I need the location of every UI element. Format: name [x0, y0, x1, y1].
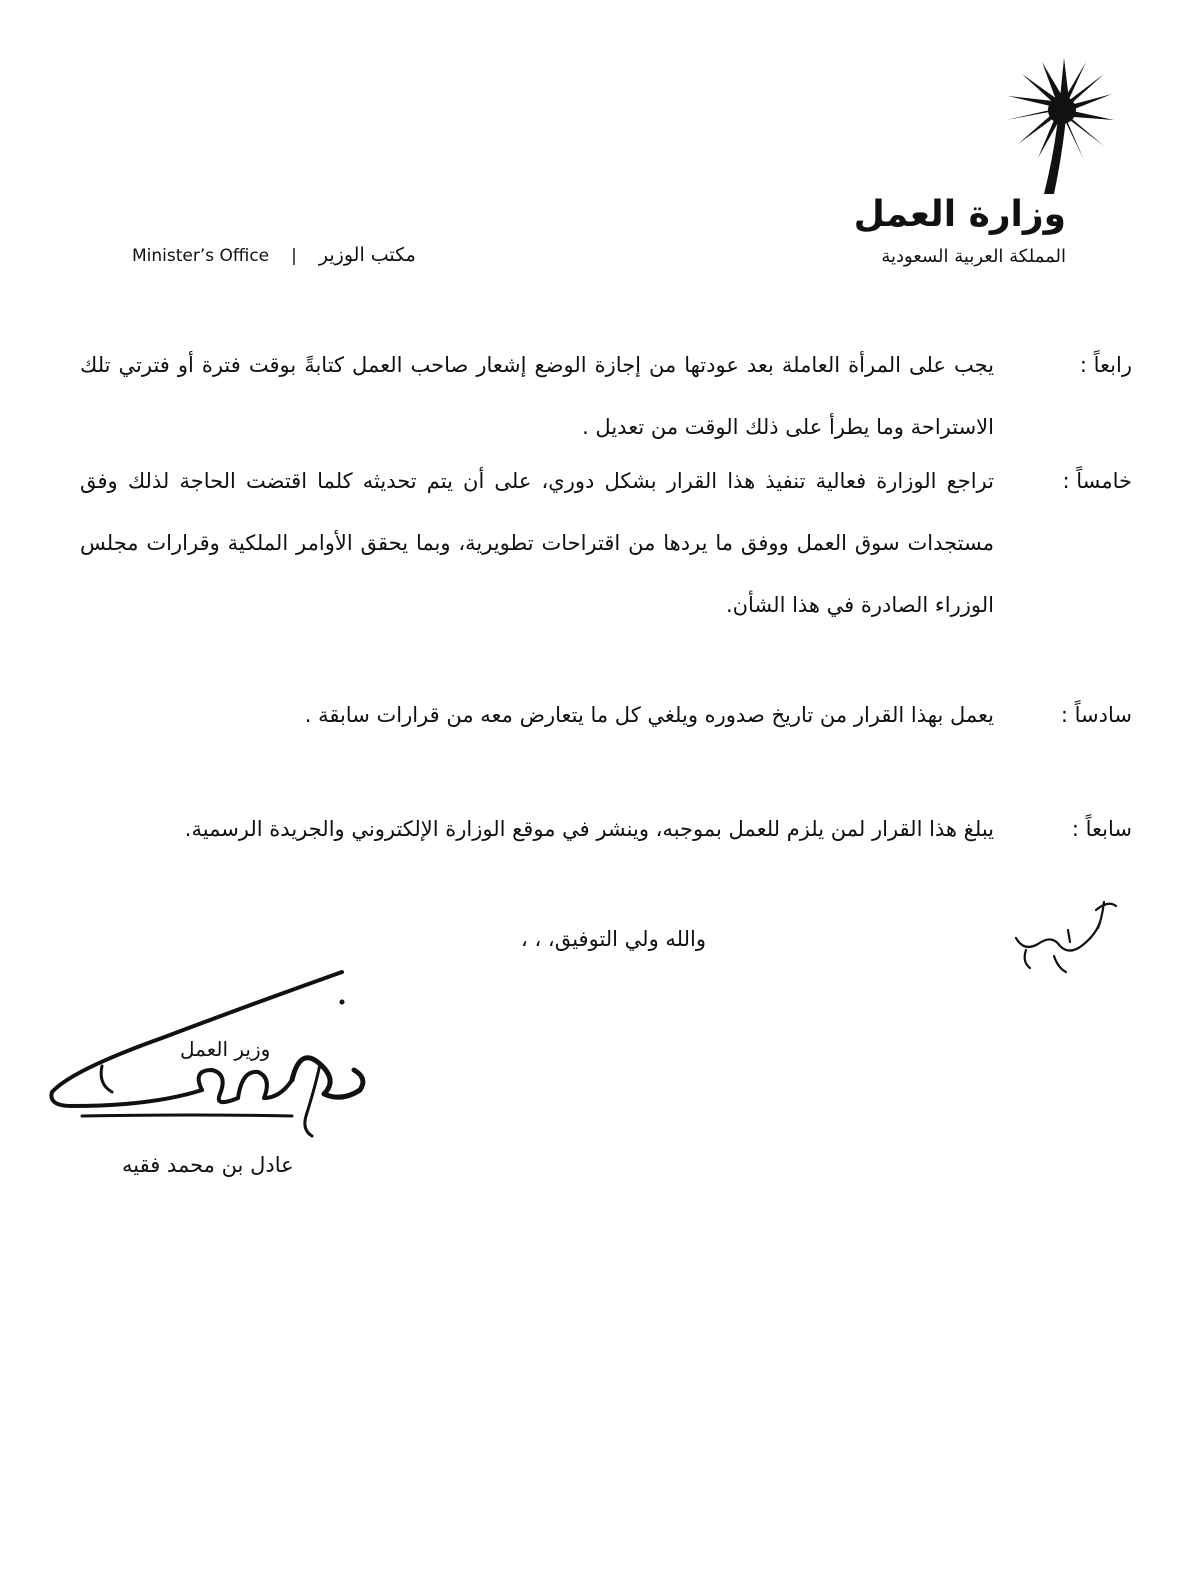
closing-phrase: والله ولي التوفيق، ، ،	[521, 927, 706, 951]
office-name-en: Minister’s Office	[132, 246, 270, 266]
clause-text: يبلغ هذا القرار لمن يلزم للعمل بموجبه، وينشر في موقع الوزارة الإلكتروني والجريدة الرسمية.	[184, 817, 994, 841]
clause-label: رابعاً :	[1079, 353, 1132, 377]
clause-seventh	[80, 798, 1132, 860]
clause-text: تراجع الوزارة فعالية تنفيذ هذا القرار بشكل دوري، على أن يتم تحديثه كلما اقتضت الحاجة لذلك وفق مستجدات سوق العمل ووفق ما يردها من اقتراحات تطويرية، وبما يحقق الأوامر الملكية وقرارات مجلس الوزراء الصادرة في هذا الشأن.	[80, 469, 994, 617]
minister-name: عادل بن محمد فقيه	[122, 1153, 294, 1177]
clause-sixth	[80, 684, 1132, 746]
ministry-name: وزارة العمل	[853, 194, 1066, 235]
kingdom-name: المملكة العربية السعودية	[881, 246, 1066, 267]
clause-label: سادساً :	[1060, 703, 1132, 727]
office-separator: |	[291, 246, 297, 266]
initials-mark	[1004, 888, 1124, 978]
minister-title: وزير العمل	[180, 1037, 271, 1061]
clause-text: يعمل بهذا القرار من تاريخ صدوره ويلغي كل ما يتعارض معه من قرارات سابقة .	[304, 703, 994, 727]
clause-fourth	[80, 334, 1132, 458]
palm-tree-icon	[1004, 58, 1114, 194]
clause-fifth	[80, 450, 1132, 636]
clause-text: يجب على المرأة العاملة بعد عودتها من إجازة الوضع إشعار صاحب العمل كتابةً بوقت فترة أو فترتي تلك الاستراحة وما يطرأ على ذلك الوقت من تعديل .	[80, 353, 994, 439]
clause-label: خامساً :	[1062, 469, 1132, 493]
office-line	[132, 243, 416, 268]
office-name-ar: مكتب الوزير	[318, 244, 416, 266]
clause-label: سابعاً :	[1071, 817, 1132, 841]
